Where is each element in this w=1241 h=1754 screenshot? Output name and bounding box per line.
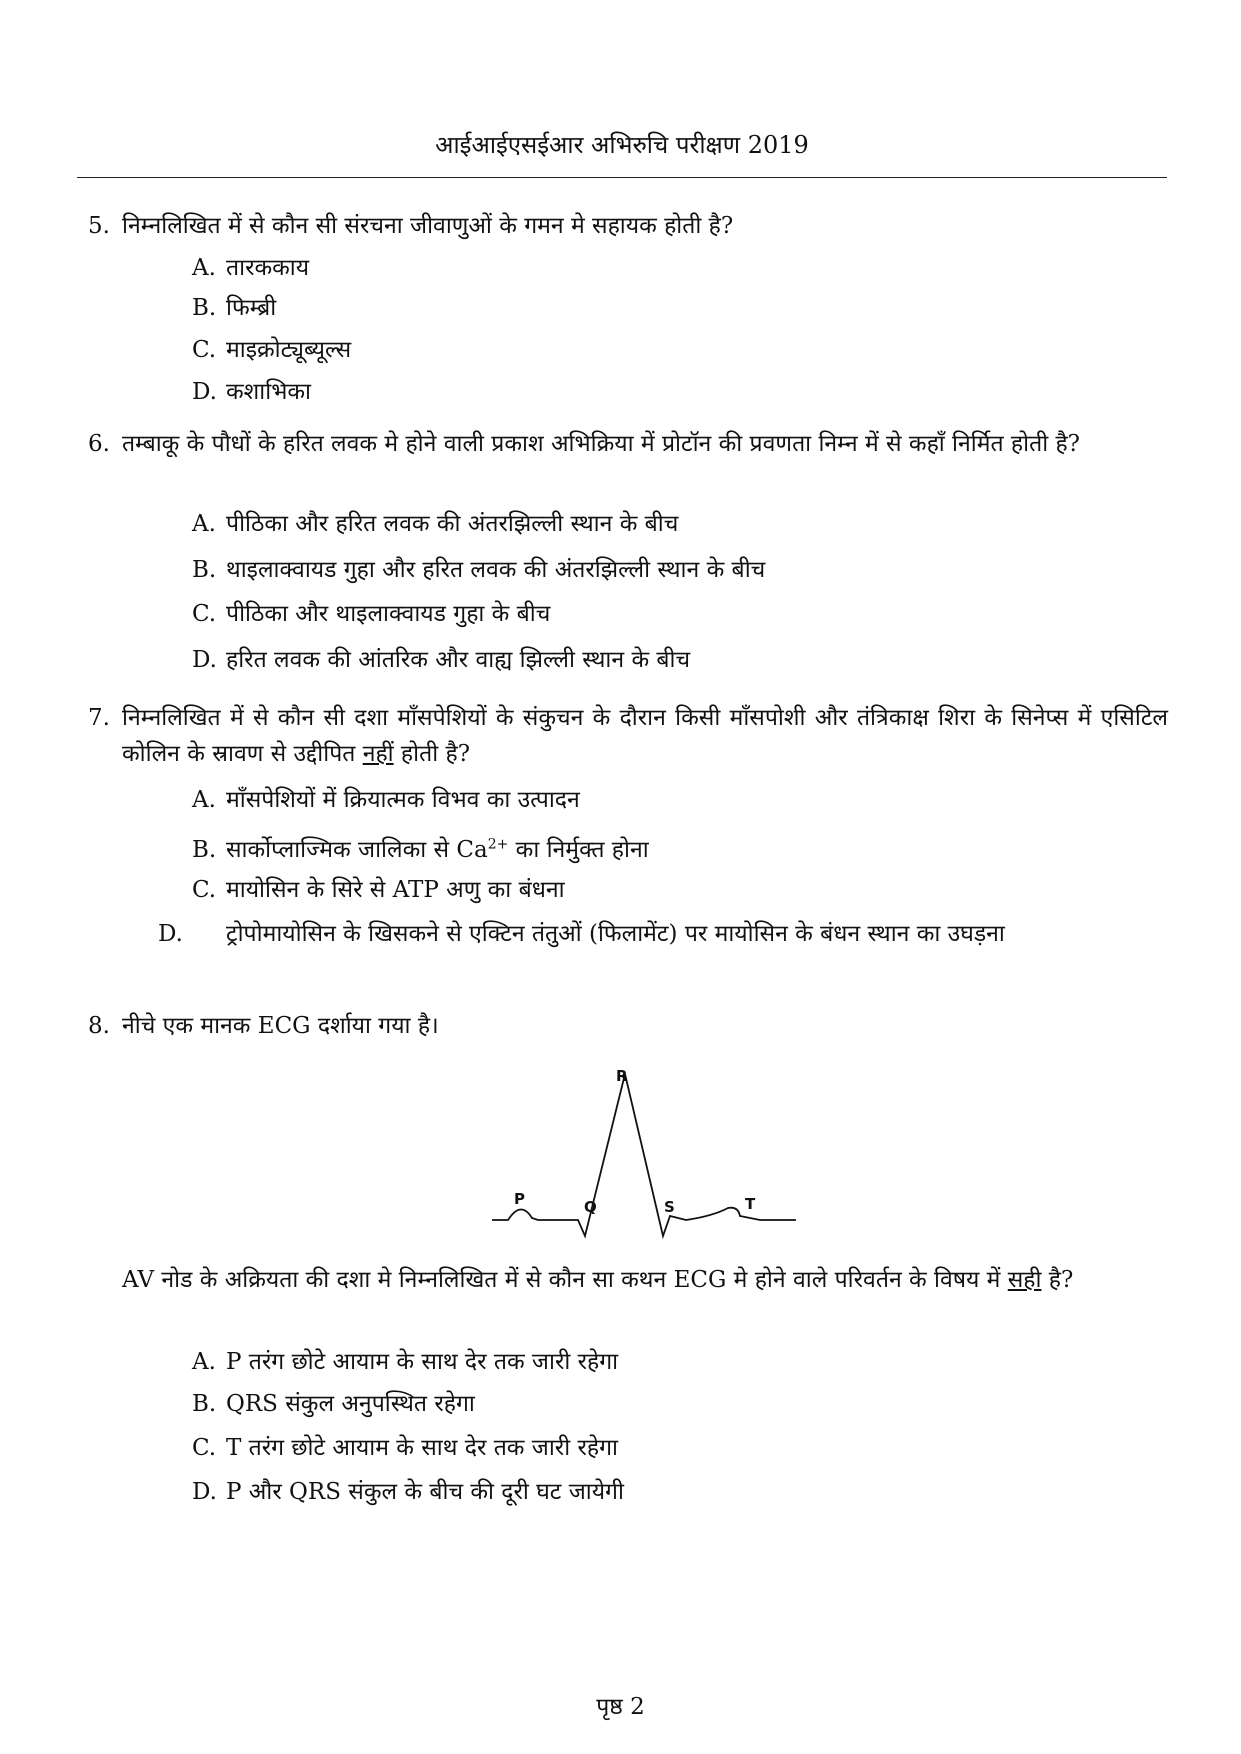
option-text-part: सार्कोप्लाज्मिक जालिका से Ca <box>226 836 488 863</box>
ecg-label-p: P <box>514 1190 525 1208</box>
q8-option-b <box>192 1386 1167 1422</box>
q8-option-a <box>192 1344 1167 1380</box>
option-letter: A. <box>192 511 216 537</box>
option-text <box>226 837 649 863</box>
q5-option-b <box>192 290 1167 326</box>
ecg-waveform-diagram <box>488 1060 798 1260</box>
option-letter: A. <box>192 1349 216 1375</box>
header-rule <box>77 177 1167 178</box>
option-letter: A. <box>192 255 216 281</box>
option-letter: B. <box>192 295 217 321</box>
option-text: पीठिका और थाइलाक्वायड गुहा के बीच <box>226 601 551 627</box>
option-letter: B. <box>192 836 217 863</box>
question-text: तम्बाकू के पौधों के हरित लवक मे होने वाली प्रकाश अभिक्रिया में प्रोटॉन की प्रवणता निम्न में से कहाँ निर्मित होती है? <box>122 431 1081 457</box>
question-8 <box>88 1008 1168 1044</box>
question-8-prompt <box>122 1262 1168 1298</box>
option-text: तारककाय <box>226 255 310 281</box>
option-text: माइक्रोट्यूब्यूल्स <box>226 337 352 363</box>
option-text: पीठिका और हरित लवक की अंतरझिल्ली स्थान के बीच <box>226 511 679 537</box>
option-letter: D. <box>192 379 217 405</box>
q7-option-c <box>192 872 1167 908</box>
option-text: माँसपेशियों में क्रियात्मक विभव का उत्पादन <box>226 787 580 813</box>
q5-option-c <box>192 332 1167 368</box>
option-text: ट्रोपोमायोसिन के खिसकने से एक्टिन तंतुओं (फिलामेंट) पर मायोसिन के बंधन स्थान का उघड़ना <box>226 921 1005 947</box>
option-text: मायोसिन के सिरे से ATP अणु का बंधना <box>226 877 565 903</box>
ecg-label-t: T <box>745 1195 756 1213</box>
option-letter: D. <box>158 921 183 947</box>
option-text: कशाभिका <box>226 379 312 405</box>
q6-option-d <box>192 642 1167 678</box>
prompt-text-part: AV नोड के अक्रियता की दशा मे निम्नलिखित में से कौन सा कथन ECG मे होने वाले परिवर्तन के विषय में <box>122 1267 1008 1293</box>
question-5 <box>88 208 1168 244</box>
q8-option-d <box>192 1474 1167 1510</box>
option-text: हरित लवक की आंतरिक और वाह्य झिल्ली स्थान के बीच <box>226 647 691 673</box>
question-7 <box>88 700 1168 772</box>
q6-option-b <box>192 552 1167 588</box>
option-text: P और QRS संकुल के बीच की दूरी घट जायेगी <box>226 1479 624 1505</box>
ecg-label-r: R <box>616 1067 628 1085</box>
option-letter: C. <box>192 601 217 627</box>
q7-option-b <box>192 826 1167 868</box>
option-letter: A. <box>192 787 216 813</box>
option-text: QRS संकुल अनुपस्थित रहेगा <box>226 1391 475 1417</box>
underlined-negation: नहीं <box>362 741 394 767</box>
q6-option-c <box>192 596 1167 632</box>
ecg-label-s: S <box>664 1198 675 1216</box>
question-text-part: होती है? <box>393 741 471 767</box>
question-number: 8. <box>88 1013 110 1039</box>
option-letter: B. <box>192 557 217 583</box>
option-letter: C. <box>192 1435 217 1461</box>
question-text <box>122 700 1168 772</box>
option-text: P तरंग छोटे आयाम के साथ देर तक जारी रहेगा <box>226 1349 619 1375</box>
question-number: 6. <box>88 431 110 457</box>
question-text: नीचे एक मानक ECG दर्शाया गया है। <box>122 1013 439 1039</box>
q6-option-a <box>192 506 1167 542</box>
option-text: फिम्ब्री <box>226 295 277 321</box>
question-number: 5. <box>88 213 110 239</box>
question-number: 7. <box>88 705 110 731</box>
q7-option-a <box>192 782 1167 818</box>
page-header-title: आईआईएसईआर अभिरुचि परीक्षण 2019 <box>435 131 809 159</box>
q8-option-c <box>192 1430 1167 1466</box>
calcium-charge-superscript: 2+ <box>487 836 509 852</box>
option-letter: C. <box>192 877 217 903</box>
question-text: निम्नलिखित में से कौन सी संरचना जीवाणुओं के गमन मे सहायक होती है? <box>122 213 734 239</box>
option-letter: C. <box>192 337 217 363</box>
page-number: पृष्ठ 2 <box>596 1694 645 1720</box>
option-letter: B. <box>192 1391 217 1417</box>
q7-option-d <box>158 916 1201 952</box>
option-text-part: का निर्मुक्त होना <box>508 836 649 863</box>
q5-option-a <box>192 250 1167 286</box>
option-text: T तरंग छोटे आयाम के साथ देर तक जारी रहेगा <box>226 1435 619 1461</box>
prompt-text-part: है? <box>1041 1267 1074 1293</box>
question-6 <box>88 426 1168 462</box>
option-letter: D. <box>192 1479 217 1505</box>
option-text: थाइलाक्वायड गुहा और हरित लवक की अंतरझिल्ली स्थान के बीच <box>226 557 766 583</box>
question-text-part: निम्नलिखित में से कौन सी दशा माँसपेशियों के संकुचन के दौरान किसी माँसपोशी और तंत्रिकाक्ष शिरा के सिनेप्स में एसिटिल कोलिन के स्रावण से उद्दीपित <box>122 705 1168 767</box>
underlined-correct: सही <box>1007 1267 1042 1293</box>
q5-option-d <box>192 374 1167 410</box>
ecg-label-q: Q <box>584 1198 597 1216</box>
option-letter: D. <box>192 647 217 673</box>
